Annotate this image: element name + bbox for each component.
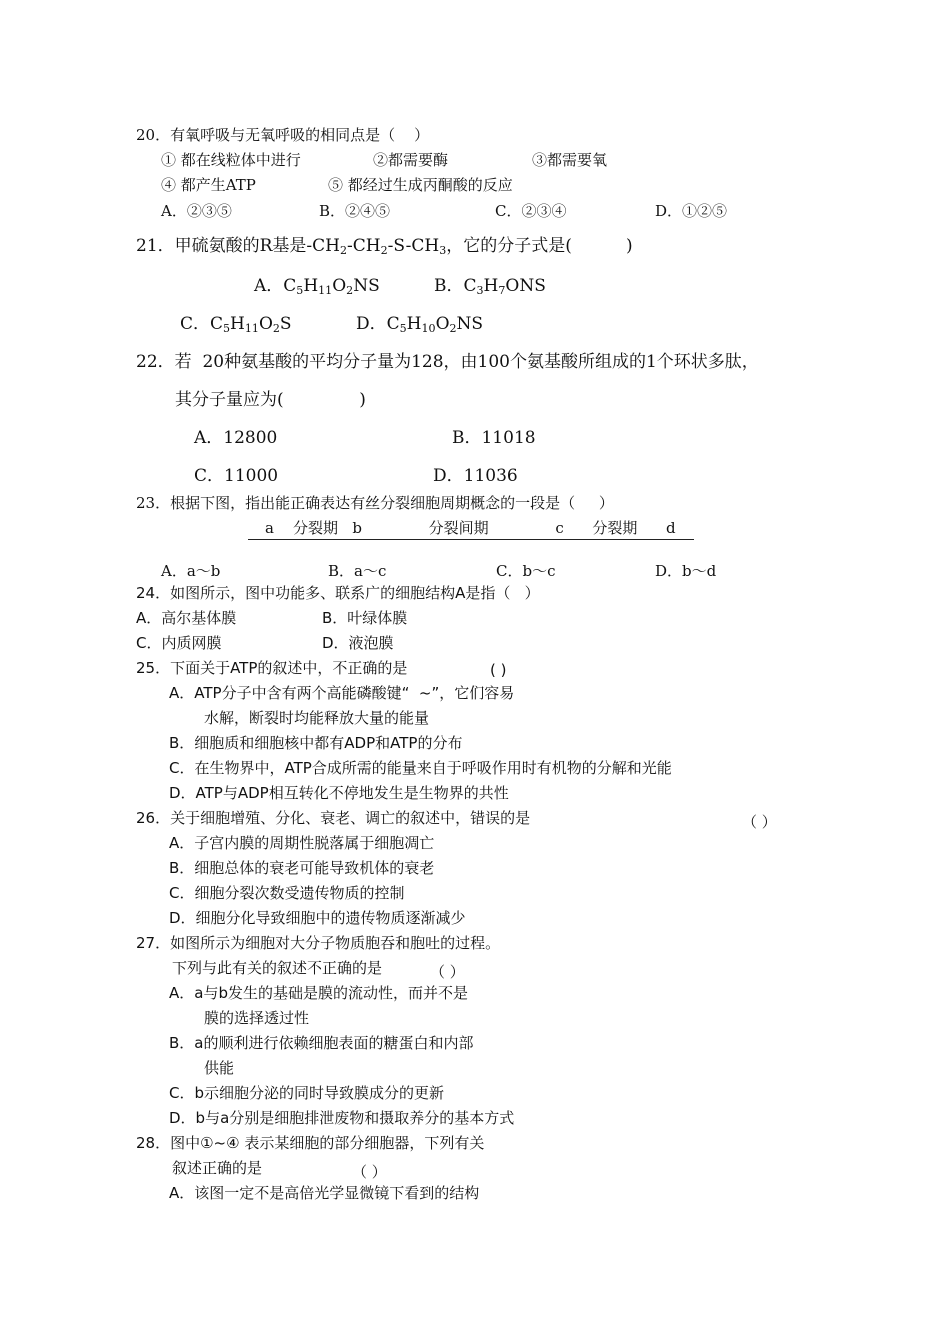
q20-choice-b: B．②④⑤ <box>319 202 391 220</box>
q26-choice-b: B．细胞总体的衰老可能导致机体的衰老 <box>169 859 435 877</box>
q21-choice-d: D．$C_5H_{10}O_2NS$ <box>356 314 484 335</box>
q20-option-2: ②都需要酶 <box>373 151 449 169</box>
q20-choice-a: A．②③⑤ <box>161 202 232 220</box>
q22-stem-line1: 22．若 20种氨基酸的平均分子量为128，由100个氨基酸所组成的1个环状多肽， <box>136 352 759 372</box>
q25-choice-a-line2: 水解，断裂时均能释放大量的能量 <box>204 709 430 727</box>
q23-stem: 23．根据下图，指出能正确表达有丝分裂细胞周期概念的一段是（ ） <box>136 494 614 512</box>
q21-choice-b: B．$C_3H_7ONS$ <box>434 276 546 297</box>
q22-choice-b: B．11018 <box>452 428 536 448</box>
q20-stem: 20．有氧呼吸与无氧呼吸的相同点是（ ） <box>136 126 430 144</box>
q21-choice-a: A．$C_5H_{11}O_2NS$ <box>254 276 380 297</box>
q27-answer-paren: （ ） <box>430 963 465 981</box>
q20-option-4: ④ 都产生ATP <box>161 176 256 194</box>
q25-answer-paren: ( ) <box>490 661 507 679</box>
q22-choice-a: A．12800 <box>194 428 278 448</box>
q28-stem-line1: 28．图中①~④ 表示某细胞的部分细胞器，下列有关 <box>136 1134 485 1152</box>
q25-choice-a-line1: A．ATP分子中含有两个高能磷酸键“ ~”，它们容易 <box>169 684 515 702</box>
q26-choice-c: C．细胞分裂次数受遗传物质的控制 <box>169 884 405 902</box>
q28-stem-line2: 叙述正确的是 <box>172 1159 263 1177</box>
q27-stem-line2: 下列与此有关的叙述不正确的是 <box>172 959 383 977</box>
q23-choice-c: C．b～c <box>496 562 556 580</box>
q25-choice-c: C．在生物界中，ATP合成所需的能量来自于呼吸作用时有机物的分解和光能 <box>169 759 672 777</box>
q28-answer-paren: （ ） <box>352 1163 387 1181</box>
q20-option-1: ① 都在线粒体中进行 <box>161 151 301 169</box>
q23-cell-cycle-diagram: a 分裂期 b 分裂间期 c 分裂期 d <box>265 519 676 537</box>
q24-choice-d: D．液泡膜 <box>322 634 394 652</box>
q25-choice-b: B．细胞质和细胞核中都有ADP和ATP的分布 <box>169 734 463 752</box>
q21-choice-c: C．$C_5H_{11}O_2S$ <box>180 314 292 335</box>
q20-choice-d: D．①②⑤ <box>655 202 728 220</box>
q26-choice-a: A．子宫内膜的周期性脱落属于细胞凋亡 <box>169 834 435 852</box>
q27-choice-a-line1: A．a与b发生的基础是膜的流动性，而并不是 <box>169 984 468 1002</box>
q27-choice-a-line2: 膜的选择透过性 <box>204 1009 310 1027</box>
q26-choice-d: D．细胞分化导致细胞中的遗传物质逐渐减少 <box>169 909 466 927</box>
q28-choice-a: A．该图一定不是高倍光学显微镜下看到的结构 <box>169 1184 480 1202</box>
q24-stem: 24．如图所示，图中功能多、联系广的细胞结构A是指（ ） <box>136 584 540 602</box>
q23-diagram-line <box>248 539 694 540</box>
q27-stem-line1: 27．如图所示为细胞对大分子物质胞吞和胞吐的过程。 <box>136 934 501 952</box>
q20-option-5: ⑤ 都经过生成丙酮酸的反应 <box>328 176 513 194</box>
q22-stem-line2: 其分子量应为( ) <box>175 390 366 410</box>
q23-choice-b: B．a～c <box>328 562 387 580</box>
q24-choice-b: B．叶绿体膜 <box>322 609 408 627</box>
q20-choice-c: C．②③④ <box>495 202 567 220</box>
q25-stem: 25．下面关于ATP的叙述中，不正确的是 <box>136 659 408 677</box>
q26-stem: 26．关于细胞增殖、分化、衰老、调亡的叙述中，错误的是 <box>136 809 531 827</box>
q24-choice-c: C．内质网膜 <box>136 634 222 652</box>
q23-choice-a: A．a～b <box>161 562 221 580</box>
q27-choice-b-line2: 供能 <box>204 1059 235 1077</box>
q20-option-3: ③都需要氧 <box>532 151 608 169</box>
q22-choice-d: D．11036 <box>433 466 518 486</box>
q27-choice-c: C．b示细胞分泌的同时导致膜成分的更新 <box>169 1084 444 1102</box>
q23-choice-d: D．b～d <box>655 562 717 580</box>
q22-choice-c: C．11000 <box>194 466 279 486</box>
q26-answer-paren: （ ） <box>742 813 777 831</box>
q24-choice-a: A．高尔基体膜 <box>136 609 237 627</box>
q25-choice-d: D．ATP与ADP相互转化不停地发生是生物界的共性 <box>169 784 509 802</box>
q27-choice-d: D．b与a分别是细胞排泄废物和摄取养分的基本方式 <box>169 1109 515 1127</box>
q27-choice-b-line1: B．a的顺利进行依赖细胞表面的糖蛋白和内部 <box>169 1034 474 1052</box>
q21-stem: 21．甲硫氨酸的R基是$-CH_2-CH_2-S-CH_3$，它的分子式是( ) <box>136 236 633 257</box>
